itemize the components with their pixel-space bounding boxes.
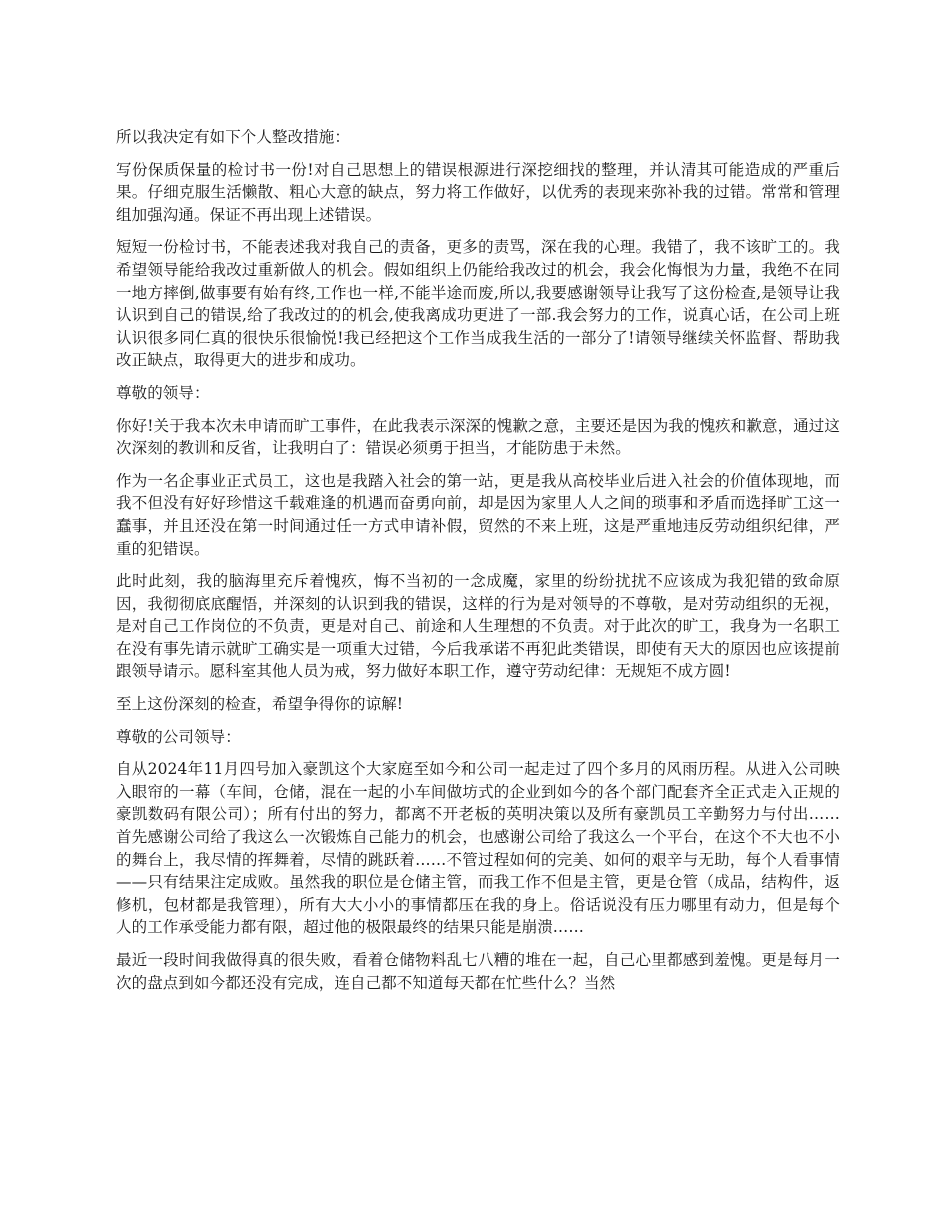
paragraph-recent-failure: 最近一段时间我做得真的很失败，看着仓储物料乱七八糟的堆在一起，自己心里都感到羞愧。更是每月一次的盘点到如今都还没有完成，连自己都不知道每天都在忙些什么？当然 xyxy=(116,951,840,992)
paragraph-absence-apology: 你好!关于我本次未申请而旷工事件，在此我表示深深的愧歉之意，主要还是因为我的愧疚和歉意，通过这次深刻的教训和反省，让我明白了：错误必须勇于担当，才能防患于未然。 xyxy=(116,416,840,458)
paragraph-self-criticism-plan: 写份保质保量的检讨书一份!对自己思想上的错误根源进行深挖细找的整理，并认清其可能造成的严重后果。仔细克服生活懒散、粗心大意的缺点，努力将工作做好，以优秀的表现来弥补我的过错。常常和管理组加强沟通。保证不再出现上述错误。 xyxy=(116,160,840,224)
paragraph-closing-request: 至上这份深刻的检查，希望争得你的谅解! xyxy=(116,695,404,714)
paragraph-short-self-criticism: 短短一份检讨书，不能表述我对我自己的责备，更多的责骂，深在我的心理。我错了，我不该旷工的。我希望领导能给我改过重新做人的机会。假如组织上仍能给我改过的机会，我会化悔恨为力量，我绝不在同一地方摔倒,做事要有始有终,工作也一样,不能半途而废,所以,我要感谢领导让我写了这份检查,是领导让我认识到自己的错误,给了我改过的的机会,使我离成功更进了一部.我会努力的工作，说真心话，在公司上班认识很多同仁真的很快乐很愉悦!我已经把这个工作当成我生活的一部分了!请领导继续关怀监督、帮助我改正缺点，取得更大的进步和成功。 xyxy=(116,238,840,370)
paragraph-rectification-intro: 所以我决定有如下个人整改措施： xyxy=(116,128,351,146)
salutation-respected-leader: 尊敬的领导： xyxy=(116,383,210,402)
salutation-company-leader: 尊敬的公司领导： xyxy=(116,727,241,746)
paragraph-deep-remorse: 此时此刻，我的脑海里充斥着愧疚，悔不当初的一念成魔，家里的纷纷扰扰不应该成为我犯错的致命原因，我彻彻底底醒悟，并深刻的认识到我的错误，这样的行为是对领导的不尊敬，是对劳动组织的无视，是对自己工作岗位的不负责，更是对自己、前途和人生理想的不负责。对于此次的旷工，我身为一名职工在没有事先请示就旷工确实是一项重大过错，今后我承诺不再犯此类错误，即使有天大的原因也应该提前跟领导请示。愿科室其他人员为戒，努力做好本职工作，遵守劳动纪律：无规矩不成方圆! xyxy=(116,572,840,681)
paragraph-company-history: 自从2024年11月四号加入豪凯这个大家庭至如今和公司一起走过了四个多月的风雨历程。从进入公司映入眼帘的一幕（车间，仓储，混在一起的小车间做坊式的企业到如今的各个部门配套齐全正式走入正规的豪凯数码有限公司）；所有付出的努力，都离不开老板的英明决策以及所有豪凯员工辛勤努力与付出……首先感谢公司给了我这么一次锻炼自己能力的机会，也感谢公司给了我这么一个平台，在这个不大也不小的舞台上，我尽情的挥舞着，尽情的跳跃着……不管过程如何的完美、如何的艰辛与无助，每个人看事情——只有结果注定成败。虽然我的职位是仓储主管，而我工作不但是主管，更是仓管（成品，结构件，返修机，包材都是我管理），所有大大小小的事情都压在我的身上。俗话说没有压力哪里有动力，但是每个人的工作承受能力都有限，超过他的极限最终的结果只能是崩溃…… xyxy=(116,760,840,937)
paragraph-employee-reflection: 作为一名企事业正式员工，这也是我踏入社会的第一站，更是我从高校毕业后进入社会的价值体现地，而我不但没有好好珍惜这千载难逢的机遇而奋勇向前，却是因为家里人人之间的琐事和矛盾而选择旷工这一蠢事，并且还没在第一时间通过任一方式申请补假，贸然的不来上班，这是严重地违反劳动组织纪律，严重的犯错误。 xyxy=(116,471,840,558)
document-body xyxy=(116,126,840,1004)
